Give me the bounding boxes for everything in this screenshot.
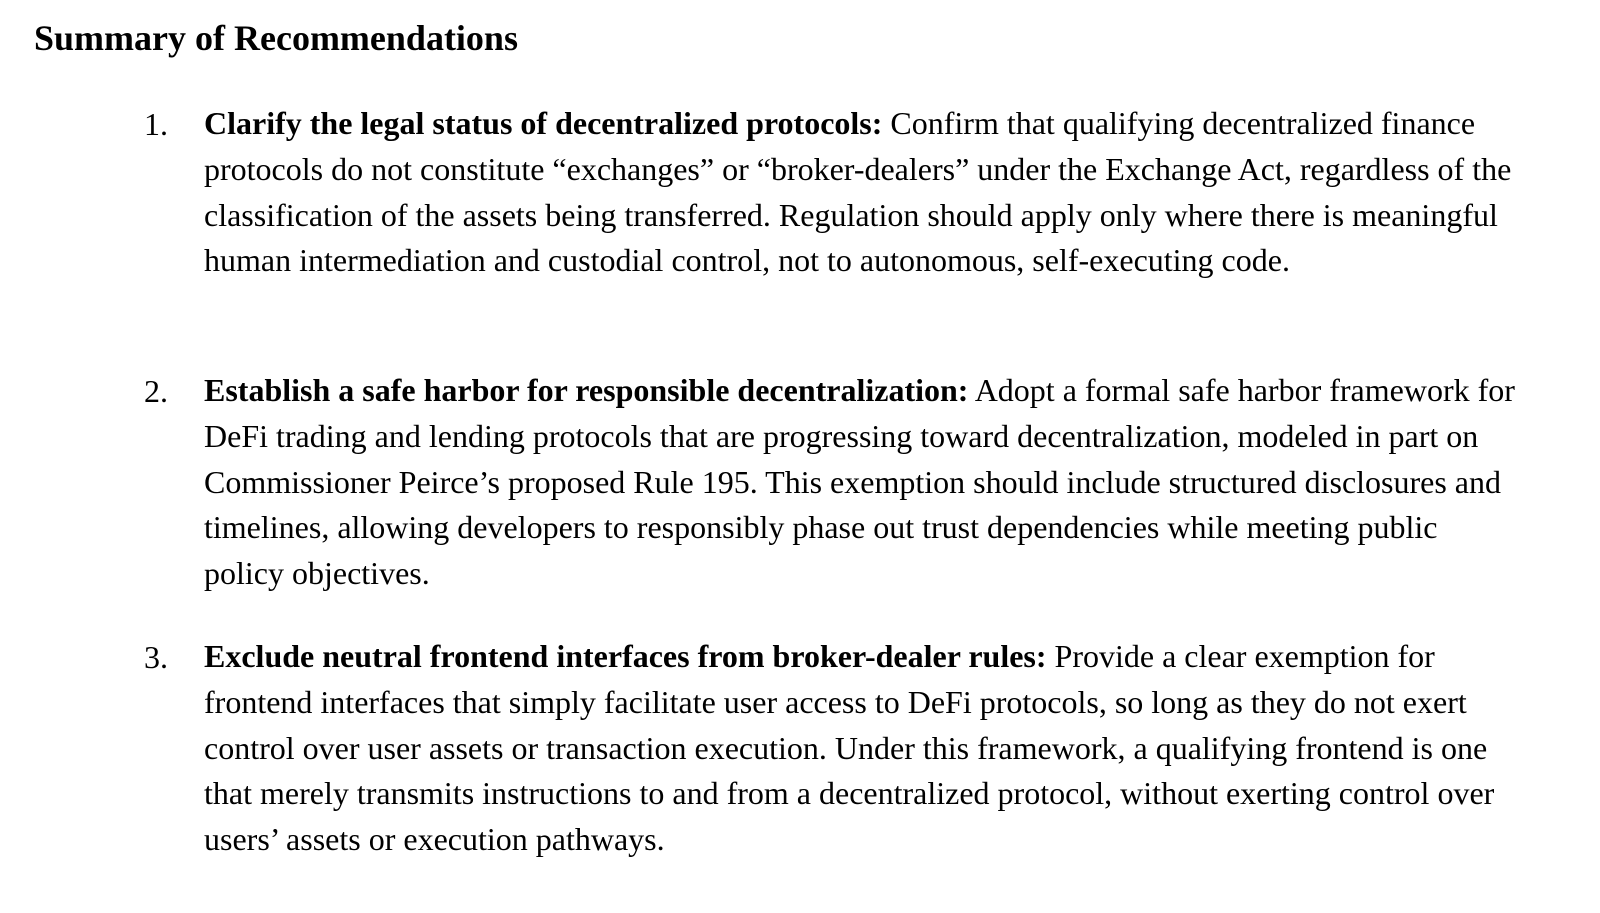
recommendation-body: Adopt a formal safe harbor framework for DeFi trading and lending protocols that are progressing toward decentralization, modeled in part on Commissioner Peirce’s proposed Rule 195. This exemption should include structured disclosures and timelines, allowing developers to responsibly phase out trust dependencies while meeting public policy objectives. [204, 372, 1515, 592]
recommendation-body: Provide a clear exemption for frontend interfaces that simply facilitate user access to DeFi protocols, so long as they do not exert control over user assets or transaction execution. Under this framework, a qualifying frontend is one that merely transmits instructions to and from a decentralized protocol, without exerting control over users’ assets or execution pathways. [204, 638, 1495, 858]
recommendation-number: 3. [144, 639, 168, 675]
recommendation-title: Clarify the legal status of decentralized protocols: [204, 105, 883, 141]
recommendation-text [204, 368, 1520, 597]
recommendation-text [204, 101, 1520, 284]
recommendation-text [204, 634, 1520, 863]
recommendation-body: Confirm that qualifying decentralized finance protocols do not constitute “exchanges” or “broker-dealers” under the Exchange Act, regardless of the classification of the assets being transferred. Regulation should apply only where there is meaningful human intermediation and custodial control, not to autonomous, self-executing code. [204, 105, 1512, 279]
recommendation-title: Establish a safe harbor for responsible decentralization: [204, 372, 969, 408]
recommendation-number: 2. [144, 373, 168, 409]
document-heading: Summary of Recommendations [34, 18, 518, 58]
recommendation-title: Exclude neutral frontend interfaces from broker-dealer rules: [204, 638, 1047, 674]
recommendation-number: 1. [144, 106, 168, 142]
